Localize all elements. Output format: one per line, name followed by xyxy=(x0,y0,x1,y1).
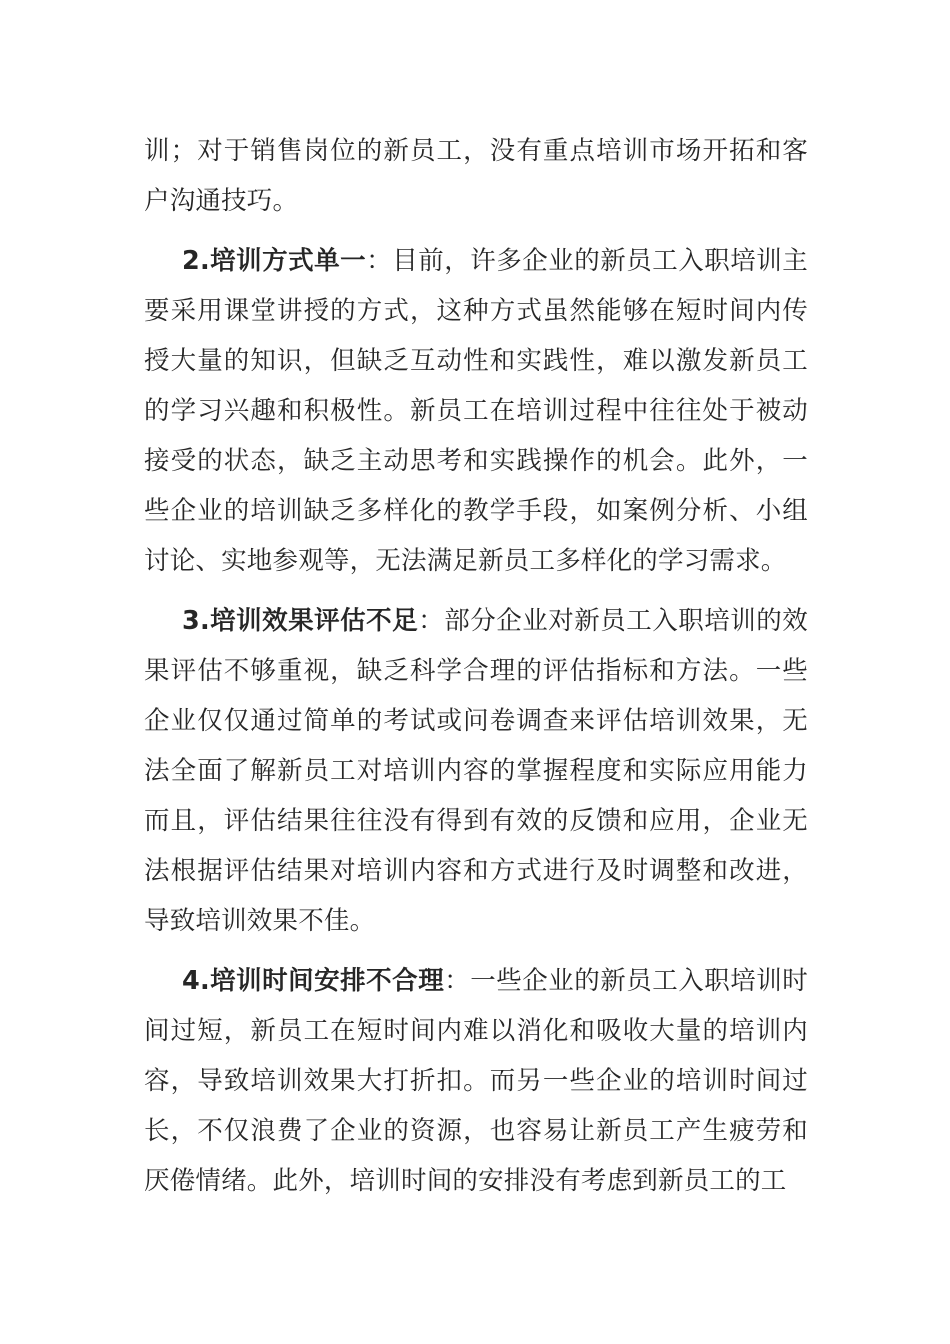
paragraph-training-method xyxy=(144,236,808,586)
paragraph-text: ：目前，许多企业的新员工入职培训主要采用课堂讲授的方式，这种方式虽然能够在短时间内传授大量的知识，但缺乏互动性和实践性，难以激发新员工的学习兴趣和积极性。新员工在培训过程中往往处于被动接受的状态，缺乏主动思考和实践操作的机会。此外，一些企业的培训缺乏多样化的教学手段，如案例分析、小组讨论、实地参观等，无法满足新员工多样化的学习需求。 xyxy=(144,246,809,576)
paragraph-continuation xyxy=(144,126,808,226)
paragraph-heading: 3.培训效果评估不足 xyxy=(182,606,419,636)
paragraph-heading: 2.培训方式单一 xyxy=(182,246,367,276)
paragraph-text: ：部分企业对新员工入职培训的效果评估不够重视，缺乏科学合理的评估指标和方法。一些企业仅仅通过简单的考试或问卷调查来评估培训效果，无法全面了解新员工对培训内容的掌握程度和实际应用能力而且，评估结果往往没有得到有效的反馈和应用，企业无法根据评估结果对培训内容和方式进行及时调整和改进，导致培训效果不佳。 xyxy=(144,606,808,936)
paragraph-text: 训；对于销售岗位的新员工，没有重点培训市场开拓和客户沟通技巧。 xyxy=(144,136,808,216)
document-body xyxy=(144,126,808,1216)
paragraph-evaluation xyxy=(144,596,808,946)
paragraph-text: ：一些企业的新员工入职培训时间过短，新员工在短时间内难以消化和吸收大量的培训内容，导致培训效果大打折扣。而另一些企业的培训时间过长，不仅浪费了企业的资源，也容易让新员工产生疲劳和厌倦情绪。此外，培训时间的安排没有考虑到新员工的工 xyxy=(144,966,808,1196)
paragraph-heading: 4.培训时间安排不合理 xyxy=(182,966,445,996)
paragraph-schedule xyxy=(144,956,808,1206)
